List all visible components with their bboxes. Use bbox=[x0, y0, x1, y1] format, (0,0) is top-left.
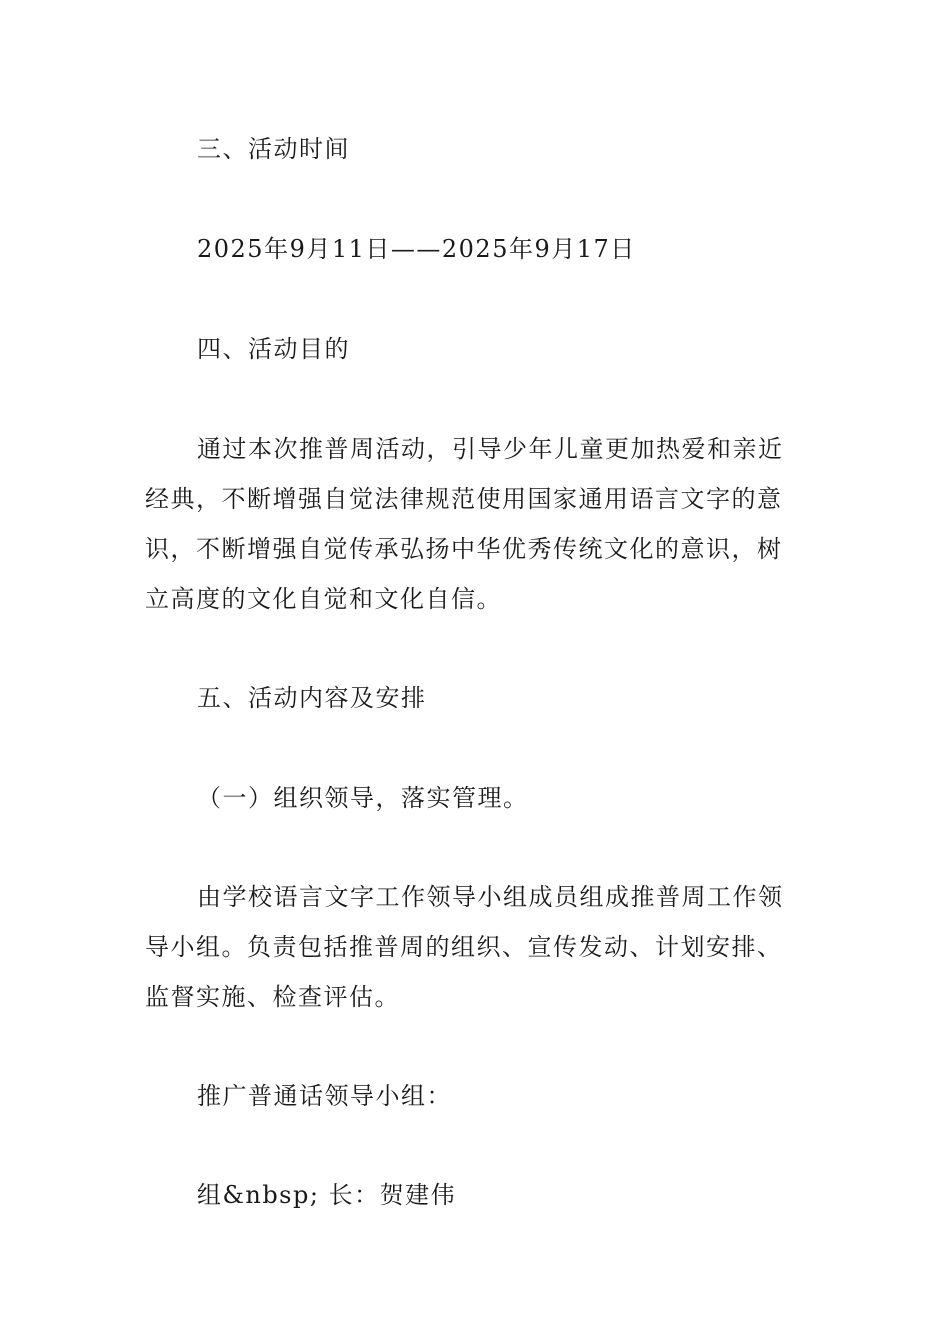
activity-date-range: 2025年9月11日——2025年9月17日 bbox=[197, 235, 636, 263]
purpose-line: 识，不断增强自觉传承弘扬中华优秀传统文化的意识，树 bbox=[145, 535, 783, 563]
purpose-paragraph bbox=[145, 424, 815, 624]
organization-paragraph bbox=[145, 872, 815, 1022]
organization-line: 监督实施、检查评估。 bbox=[145, 983, 400, 1011]
leadership-group-title: 推广普通话领导小组： bbox=[197, 1082, 452, 1110]
purpose-line: 经典，不断增强自觉法律规范使用国家通用语言文字的意 bbox=[145, 485, 783, 513]
sub-heading-organization: （一）组织领导，落实管理。 bbox=[197, 784, 529, 812]
organization-line: 由学校语言文字工作领导小组成员组成推普周工作领 bbox=[197, 883, 784, 911]
purpose-line: 通过本次推普周活动，引导少年儿童更加热爱和亲近 bbox=[197, 435, 784, 463]
section-heading-activity-purpose: 四、活动目的 bbox=[197, 335, 350, 363]
group-leader-line: 组&nbsp; 长：贺建伟 bbox=[197, 1181, 457, 1209]
organization-line: 导小组。负责包括推普周的组织、宣传发动、计划安排、 bbox=[145, 933, 783, 961]
section-heading-activity-content: 五、活动内容及安排 bbox=[197, 684, 427, 712]
section-heading-activity-time: 三、活动时间 bbox=[197, 135, 350, 163]
purpose-line: 立高度的文化自觉和文化自信。 bbox=[145, 585, 502, 613]
